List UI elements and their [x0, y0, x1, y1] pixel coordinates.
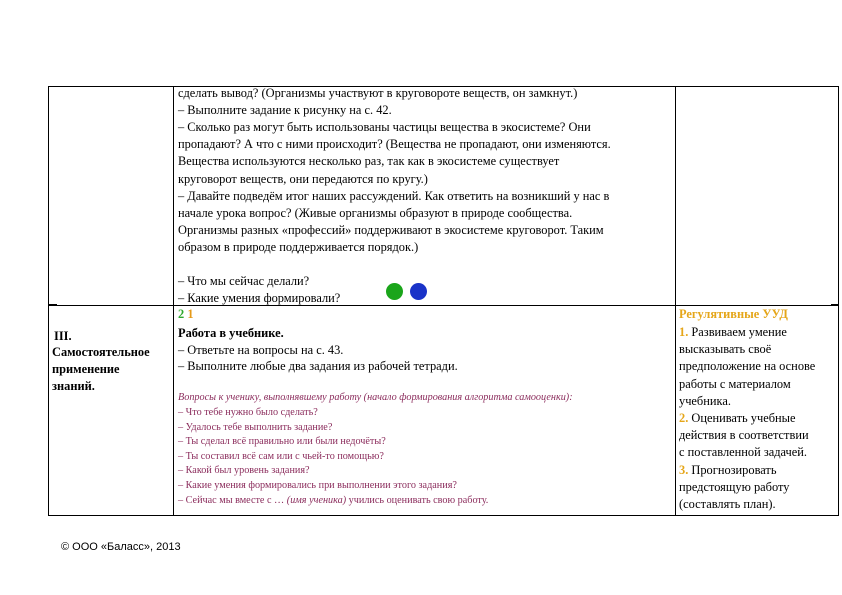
uud-item-text: Прогнозировать	[691, 462, 777, 477]
top-row-line: образом в природе поддерживается порядок.)	[178, 239, 419, 254]
questions-title: Вопросы к ученику, выполнявшему работу (начало формирования алгоритма самооценки):	[178, 392, 573, 403]
task-heading: Работа в учебнике.	[178, 326, 284, 340]
question-item: – Ты составил всё сам или с чьей-то помощью?	[178, 450, 384, 462]
uud-item-text: учебника.	[679, 393, 731, 408]
top-row-line: – Выполните задание к рисунку на с. 42.	[178, 103, 392, 118]
uud-item-text: действия в соответствии	[679, 428, 809, 443]
uud-item-line	[679, 342, 771, 358]
task-line: – Выполните любые два задания из рабочей тетради.	[178, 359, 458, 373]
row-divider	[49, 305, 838, 306]
top-row-line: – Что мы сейчас делали?	[178, 274, 310, 289]
column-divider	[675, 87, 676, 515]
uud-item-text: Развиваем умение	[691, 325, 787, 339]
uud-item-text: работы с материалом	[679, 376, 791, 391]
row-divider-tick	[49, 304, 57, 306]
uud-item-line	[679, 497, 776, 513]
top-row-line: Организмы разных «профессий» поддерживают в экосистеме круговорот. Таким	[178, 222, 604, 237]
mark-green: 2	[178, 307, 185, 321]
uud-item-number: 3.	[679, 462, 689, 477]
uud-item-line	[679, 394, 731, 410]
question-item: – Что тебе нужно было сделать?	[178, 407, 318, 418]
uud-item-text: Оценивать учебные	[691, 411, 796, 425]
uud-item-number: 1.	[679, 325, 689, 339]
difficulty-marks	[178, 307, 194, 323]
top-row-line: сделать вывод? (Организмы участвуют в круговороте веществ, он замкнут.)	[178, 86, 578, 100]
question-item: – Какой был уровень задания?	[178, 465, 310, 477]
uud-item-line	[679, 428, 809, 444]
uud-item-text: предстоящую работу	[679, 479, 790, 494]
stage-title-line: Самостоятельное	[52, 345, 150, 359]
uud-item-line	[679, 463, 777, 479]
blue-circle	[410, 283, 427, 300]
uud-item-text: (составлять план).	[679, 497, 776, 511]
question-item: – Ты сделал всё правильно или были недочёты?	[178, 436, 386, 448]
question-item: – Удалось тебе выполнить задание?	[178, 421, 333, 433]
copyright-footer: © ООО «Баласс», 2013	[61, 541, 181, 553]
uud-item-text: с поставленной задачей.	[679, 445, 808, 460]
uud-heading: Регулятивные УУД	[679, 307, 788, 321]
question-item: – Сейчас мы вместе с … (имя ученика) учились оценивать свою работу.	[178, 495, 489, 506]
green-circle	[386, 283, 403, 300]
uud-item-line	[679, 445, 807, 461]
column-divider	[173, 87, 174, 515]
top-row-line: – Давайте подведём итог наших рассуждений. Как ответить на возникший у нас в	[178, 188, 610, 203]
mark-orange: 1	[187, 307, 194, 321]
uud-item-text: высказывать своё	[679, 342, 772, 357]
row-divider-tick	[831, 304, 839, 306]
top-row-line: пропадают? А что с ними происходит? (Вещества не пропадают, они изменяются.	[178, 137, 611, 152]
stage-title-line: применение	[52, 362, 120, 376]
uud-item-text: предположение на основе	[679, 359, 816, 374]
stage-title-line: знаний.	[52, 379, 95, 393]
stage-number: III.	[54, 329, 72, 343]
uud-item-line	[679, 377, 791, 393]
top-row-line: – Сколько раз могут быть использованы частицы вещества в экосистеме? Они	[178, 120, 591, 135]
top-row-line: круговорот веществ, они передаются по кругу.)	[178, 171, 428, 186]
uud-item-line	[679, 359, 815, 375]
top-row-line: – Какие умения формировали?	[178, 291, 341, 306]
task-line: – Ответьте на вопросы на с. 43.	[178, 343, 344, 357]
uud-item-line	[679, 411, 795, 427]
uud-item-line	[679, 325, 787, 341]
uud-item-line	[679, 480, 789, 496]
top-row-line: Вещества используются несколько раз, так как в экосистеме существует	[178, 154, 560, 169]
question-item: – Какие умения формировались при выполнении этого задания?	[178, 480, 457, 491]
top-row-line: начале урока вопрос? (Живые организмы образуют в природе сообщества.	[178, 205, 573, 220]
uud-item-number: 2.	[679, 411, 689, 425]
